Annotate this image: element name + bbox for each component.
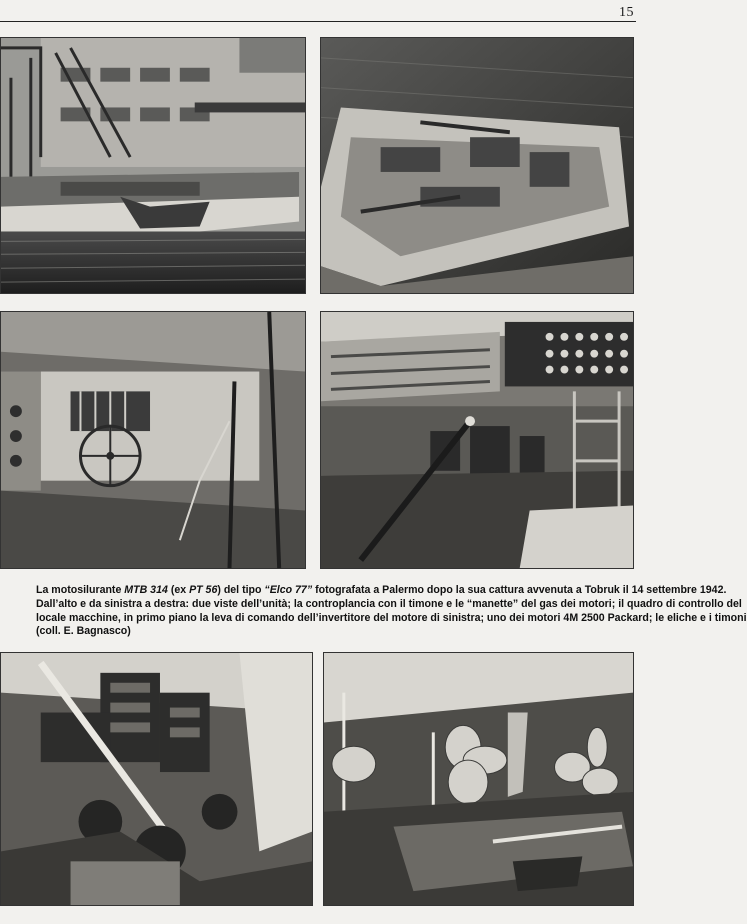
page-number: 15: [619, 5, 634, 20]
caption-line-4: (coll. E. Bagnasco): [36, 625, 131, 638]
photo-engine-control-panel: [320, 311, 634, 569]
caption-line-2: Dall’alto e da sinistra a destra: due viste dell’unità; la controplancia con il timone e le “manette” del gas dei motori; il quadro di controllo del: [36, 597, 742, 610]
photo-caption: [36, 584, 747, 639]
photo-boat-at-harbor: [0, 37, 306, 294]
photo-propellers-rudders: [323, 652, 634, 906]
photo-packard-engine: [0, 652, 313, 906]
caption-line-1: La motosilurante MTB 314 (ex PT 56) del tipo “Elco 77” fotografata a Palermo dopo la sua cattura avvenuta a Tobruk il 14 settembre 1942.: [36, 584, 727, 596]
caption-line-3: locale macchine, in primo piano la leva di comando dell’invertitore del motore di sinistra; uno dei motori 4M 2500 Packard; le eliche e i timoni: [36, 611, 747, 624]
photo-bridge-helm: [0, 311, 306, 569]
photo-boat-deck-aerial: [320, 37, 634, 294]
header-rule: [0, 21, 636, 22]
